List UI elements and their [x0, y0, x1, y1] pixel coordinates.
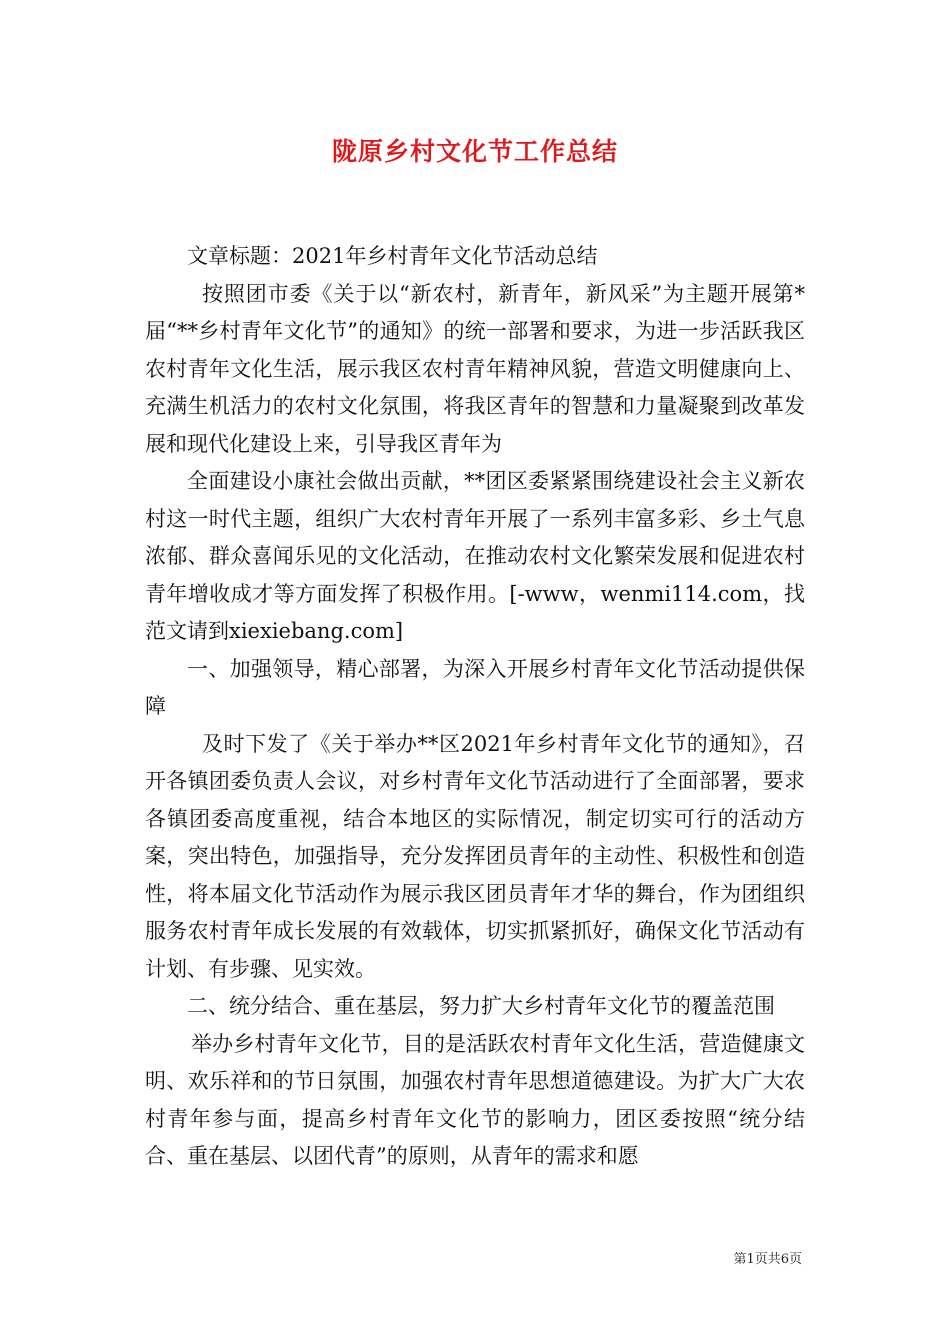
page-title: 陇原乡村文化节工作总结 [331, 137, 618, 166]
section-heading-1: 一、加强领导，精心部署，为深入开展乡村青年文化节活动提供保障 [145, 656, 805, 718]
paragraph-continuation: 全面建设小康社会做出贡献，**团区委紧紧围绕建设社会主义新农村这一时代主题，组织广大农村青年开展了一系列丰富多彩、乡土气息浓郁、群众喜闻乐见的文化活动，在推动农村文化繁荣发展和促进农村青年增收成才等方面发挥了积极作用。[-www，wenmi114.com，找范文请到xiexiebang.com] [145, 469, 805, 643]
paragraph-intro: 按照团市委《关于以“新农村，新青年，新风采”为主题开展第*届“**乡村青年文化节”的通知》的统一部署和要求，为进一步活跃我区农村青年文化生活，展示我区农村青年精神风貌，营造文明健康向上、充满生机活力的农村文化氛围，将我区青年的智慧和力量凝聚到改革发展和现代化建设上来，引导我区青年为 [145, 281, 805, 456]
document-body [145, 238, 805, 1176]
page-indicator: 第1页共6页 [733, 1252, 802, 1267]
article-subtitle: 文章标题：2021年乡村青年文化节活动总结 [187, 244, 598, 268]
section-heading-2: 二、统分结合、重在基层，努力扩大乡村青年文化节的覆盖范围 [187, 994, 775, 1018]
paragraph-section-1: 及时下发了《关于举办**区2021年乡村青年文化节的通知》，召开各镇团委负责人会议，对乡村青年文化节活动进行了全面部署，要求各镇团委高度重视，结合本地区的实际情况，制定切实可行的活动方案，突出特色，加强指导，充分发挥团员青年的主动性、积极性和创造性，将本届文化节活动作为展示我区团员青年才华的舞台，作为团组织服务农村青年成长发展的有效载体，切实抓紧抓好，确保文化节活动有计划、有步骤、见实效。 [145, 731, 805, 981]
paragraph-section-2: 举办乡村青年文化节，目的是活跃农村青年文化生活，营造健康文明、欢乐祥和的节日氛围，加强农村青年思想道德建设。为扩大广大农村青年参与面，提高乡村青年文化节的影响力，团区委按照“统分结合、重在基层、以团代青”的原则，从青年的需求和愿 [145, 1031, 805, 1168]
